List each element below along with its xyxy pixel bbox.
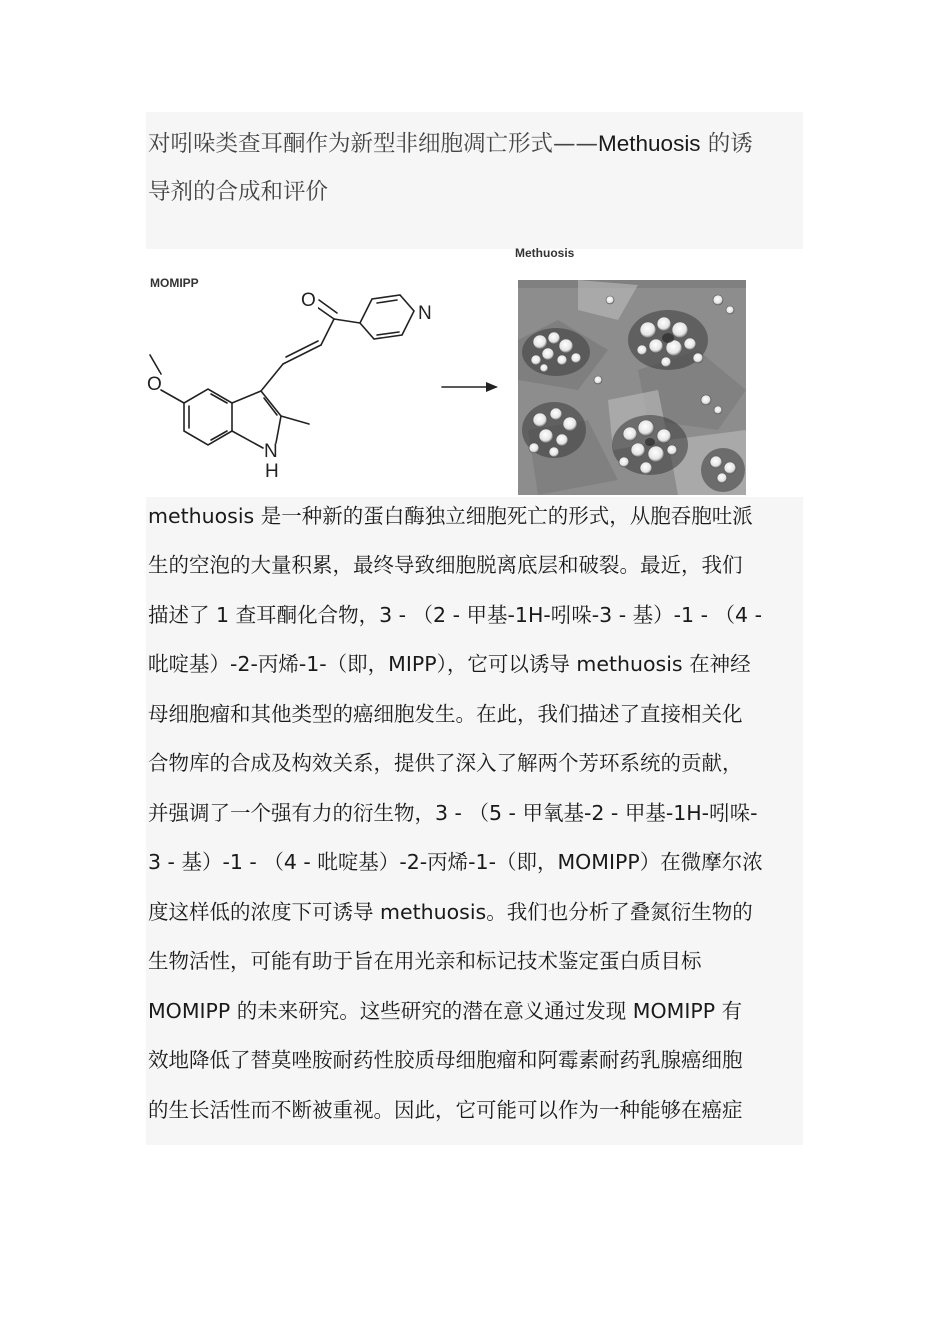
paragraph-line: 母细胞瘤和其他类型的癌细胞发生。在此，我们描述了直接相关化 <box>148 702 743 726</box>
paragraph-line: 3 - 基）-1 - （4 - 吡啶基）-2-丙烯-1-（即，MOMIPP）在微摩尔浓 <box>148 850 763 874</box>
paragraph-line: 合物库的合成及构效关系，提供了深入了解两个芳环系统的贡献， <box>148 751 743 775</box>
document-title <box>146 112 803 249</box>
paragraph-line: MOMIPP 的未来研究。这些研究的潜在意义通过发现 MOMIPP 有 <box>148 999 743 1023</box>
methuosis-micrograph <box>518 280 746 495</box>
methoxy-oxygen-label: O <box>147 374 162 395</box>
molecule-label: MOMIPP <box>150 276 199 290</box>
ketone-oxygen-label: O <box>301 290 316 311</box>
momipp-structure-diagram <box>146 249 506 497</box>
paragraph-line: 吡啶基）-2-丙烯-1-（即，MIPP），它可以诱导 methuosis 在神经 <box>148 652 751 676</box>
paragraph-line: 度这样低的浓度下可诱导 methuosis。我们也分析了叠氮衍生物的 <box>148 900 753 924</box>
microscopy-label: Methuosis <box>515 246 575 260</box>
figure <box>146 246 746 497</box>
title-line-2: 导剂的合成和评价 <box>148 179 329 205</box>
title-latin-term: Methuosis <box>598 131 701 156</box>
indole-hydrogen-label: H <box>265 461 279 482</box>
paragraph-line: 并强调了一个强有力的衍生物，3 - （5 - 甲氧基-2 - 甲基-1H-吲哚- <box>148 801 758 825</box>
title-line-1: 对吲哚类查耳酮作为新型非细胞凋亡形式——Methuosis 的诱 <box>148 131 753 157</box>
paragraph-line: 生的空泡的大量积累，最终导致细胞脱离底层和破裂。最近，我们 <box>148 553 743 577</box>
paragraph-line: 生物活性，可能有助于旨在用光亲和标记技术鉴定蛋白质目标 <box>148 949 702 973</box>
body-paragraph <box>146 497 803 1145</box>
paragraph-line: 效地降低了替莫唑胺耐药性胶质母细胞瘤和阿霉素耐药乳腺癌细胞 <box>148 1048 743 1072</box>
indole-nitrogen-label: N <box>264 441 278 462</box>
pyridine-nitrogen-label: N <box>418 303 432 324</box>
paragraph-line: 的生长活性而不断被重视。因此，它可能可以作为一种能够在癌症 <box>148 1098 743 1122</box>
paragraph-line: 描述了 1 查耳酮化合物，3 - （2 - 甲基-1H-吲哚-3 - 基）-1 - （4 - <box>148 603 762 627</box>
paragraph-line: methuosis 是一种新的蛋白酶独立细胞死亡的形式，从胞吞胞吐派 <box>148 504 753 528</box>
